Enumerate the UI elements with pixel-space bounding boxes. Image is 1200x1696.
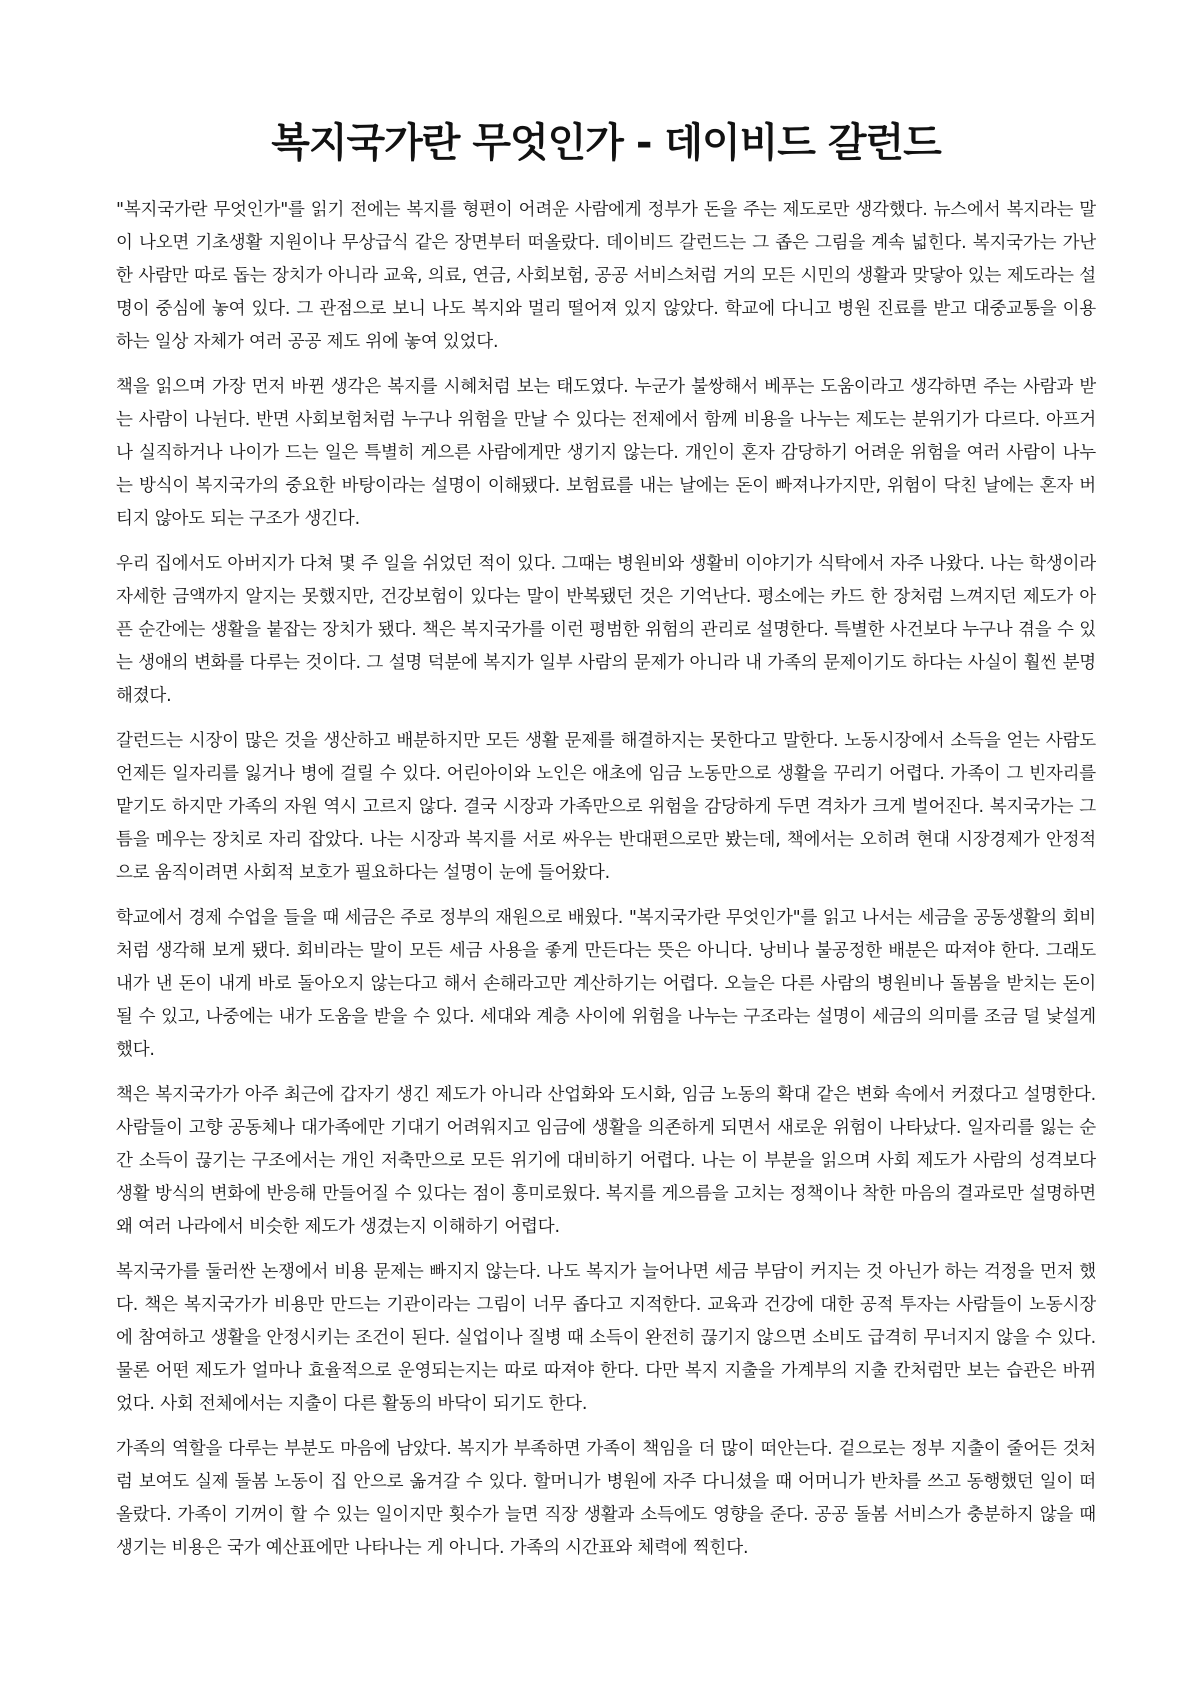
paragraph: 책을 읽으며 가장 먼저 바뀐 생각은 복지를 시혜처럼 보는 태도였다. 누군가 불쌍해서 베푸는 도움이라고 생각하면 주는 사람과 받는 사람이 나뉜다. 반면 사회보험처럼 누구나 위험을 만날 수 있다는 전제에서 함께 비용을 나누는 제도는 분위기가 다르다. 아프거나 실직하거나 나이가 드는 일은 특별히 게으른 사람에게만 생기지 않는다. 개인이 혼자 감당하기 어려운 위험을 여러 사람이 나누는 방식이 복지국가의 중요한 바탕이라는 설명이 이해됐다. 보험료를 내는 날에는 돈이 빠져나가지만, 위험이 닥친 날에는 혼자 버티지 않아도 되는 구조가 생긴다. [116,377,1096,529]
paragraph: 가족의 역할을 다루는 부분도 마음에 남았다. 복지가 부족하면 가족이 책임을 더 많이 떠안는다. 겉으로는 정부 지출이 줄어든 것처럼 보여도 실제 돌봄 노동이 집 안으로 옮겨갈 수 있다. 할머니가 병원에 자주 다니셨을 때 어머니가 반차를 쓰고 동행했던 일이 떠올랐다. 가족이 기꺼이 할 수 있는 일이지만 횟수가 늘면 직장 생활과 소득에도 영향을 준다. 공공 돌봄 서비스가 충분하지 않을 때 생기는 비용은 국가 예산표에만 나타나는 게 아니다. 가족의 시간표와 체력에 찍힌다. [116,1439,1096,1558]
page-title: 복지국가란 무엇인가 - 데이비드 갈런드 [271,120,941,166]
paragraph: 복지국가를 둘러싼 논쟁에서 비용 문제는 빠지지 않는다. 나도 복지가 늘어나면 세금 부담이 커지는 것 아닌가 하는 걱정을 먼저 했다. 책은 복지국가가 비용만 만드는 기관이라는 그림이 너무 좁다고 지적한다. 교육과 건강에 대한 공적 투자는 사람들이 노동시장에 참여하고 생활을 안정시키는 조건이 된다. 실업이나 질병 때 소득이 완전히 끊기지 않으면 소비도 급격히 무너지지 않을 수 있다. 물론 어떤 제도가 얼마나 효율적으로 운영되는지는 따로 따져야 한다. 다만 복지 지출을 가계부의 지출 칸처럼만 보는 습관은 바뀌었다. 사회 전체에서는 지출이 다른 활동의 바닥이 되기도 한다. [116,1262,1096,1414]
paragraph: "복지국가란 무엇인가"를 읽기 전에는 복지를 형편이 어려운 사람에게 정부가 돈을 주는 제도로만 생각했다. 뉴스에서 복지라는 말이 나오면 기초생활 지원이나 무상급식 같은 장면부터 떠올랐다. 데이비드 갈런드는 그 좁은 그림을 계속 넓힌다. 복지국가는 가난한 사람만 따로 돕는 장치가 아니라 교육, 의료, 연금, 사회보험, 공공 서비스처럼 거의 모든 시민의 생활과 맞닿아 있는 제도라는 설명이 중심에 놓여 있다. 그 관점으로 보니 나도 복지와 멀리 떨어져 있지 않았다. 학교에 다니고 병원 진료를 받고 대중교통을 이용하는 일상 자체가 여러 공공 제도 위에 놓여 있었다. [116,200,1096,352]
paragraph: 갈런드는 시장이 많은 것을 생산하고 배분하지만 모든 생활 문제를 해결하지는 못한다고 말한다. 노동시장에서 소득을 얻는 사람도 언제든 일자리를 잃거나 병에 걸릴 수 있다. 어린아이와 노인은 애초에 임금 노동만으로 생활을 꾸리기 어렵다. 가족이 그 빈자리를 맡기도 하지만 가족의 자원 역시 고르지 않다. 결국 시장과 가족만으로 위험을 감당하게 두면 격차가 크게 벌어진다. 복지국가는 그 틈을 메우는 장치로 자리 잡았다. 나는 시장과 복지를 서로 싸우는 반대편으로만 봤는데, 책에서는 오히려 현대 시장경제가 안정적으로 움직이려면 사회적 보호가 필요하다는 설명이 눈에 들어왔다. [116,731,1096,883]
paragraph: 학교에서 경제 수업을 들을 때 세금은 주로 정부의 재원으로 배웠다. "복지국가란 무엇인가"를 읽고 나서는 세금을 공동생활의 회비처럼 생각해 보게 됐다. 회비라는 말이 모든 세금 사용을 좋게 만든다는 뜻은 아니다. 낭비나 불공정한 배분은 따져야 한다. 그래도 내가 낸 돈이 내게 바로 돌아오지 않는다고 해서 손해라고만 계산하기는 어렵다. 오늘은 다른 사람의 병원비나 돌봄을 받치는 돈이 될 수 있고, 나중에는 내가 도움을 받을 수 있다. 세대와 계층 사이에 위험을 나누는 구조라는 설명이 세금의 의미를 조금 덜 낯설게 했다. [116,908,1096,1060]
paragraph: 우리 집에서도 아버지가 다쳐 몇 주 일을 쉬었던 적이 있다. 그때는 병원비와 생활비 이야기가 식탁에서 자주 나왔다. 나는 학생이라 자세한 금액까지 알지는 못했지만, 건강보험이 있다는 말이 반복됐던 것은 기억난다. 평소에는 카드 한 장처럼 느껴지던 제도가 아픈 순간에는 생활을 붙잡는 장치가 됐다. 책은 복지국가를 이런 평범한 위험의 관리로 설명한다. 특별한 사건보다 누구나 겪을 수 있는 생애의 변화를 다루는 것이다. 그 설명 덕분에 복지가 일부 사람의 문제가 아니라 내 가족의 문제이기도 하다는 사실이 훨씬 분명해졌다. [116,554,1096,706]
paragraph: 책은 복지국가가 아주 최근에 갑자기 생긴 제도가 아니라 산업화와 도시화, 임금 노동의 확대 같은 변화 속에서 커졌다고 설명한다. 사람들이 고향 공동체나 대가족에만 기대기 어려워지고 임금에 생활을 의존하게 되면서 새로운 위험이 나타났다. 일자리를 잃는 순간 소득이 끊기는 구조에서는 개인 저축만으로 모든 위기에 대비하기 어렵다. 나는 이 부분을 읽으며 사회 제도가 사람의 성격보다 생활 방식의 변화에 반응해 만들어질 수 있다는 점이 흥미로웠다. 복지를 게으름을 고치는 정책이나 착한 마음의 결과로만 설명하면 왜 여러 나라에서 비슷한 제도가 생겼는지 이해하기 어렵다. [116,1085,1096,1237]
